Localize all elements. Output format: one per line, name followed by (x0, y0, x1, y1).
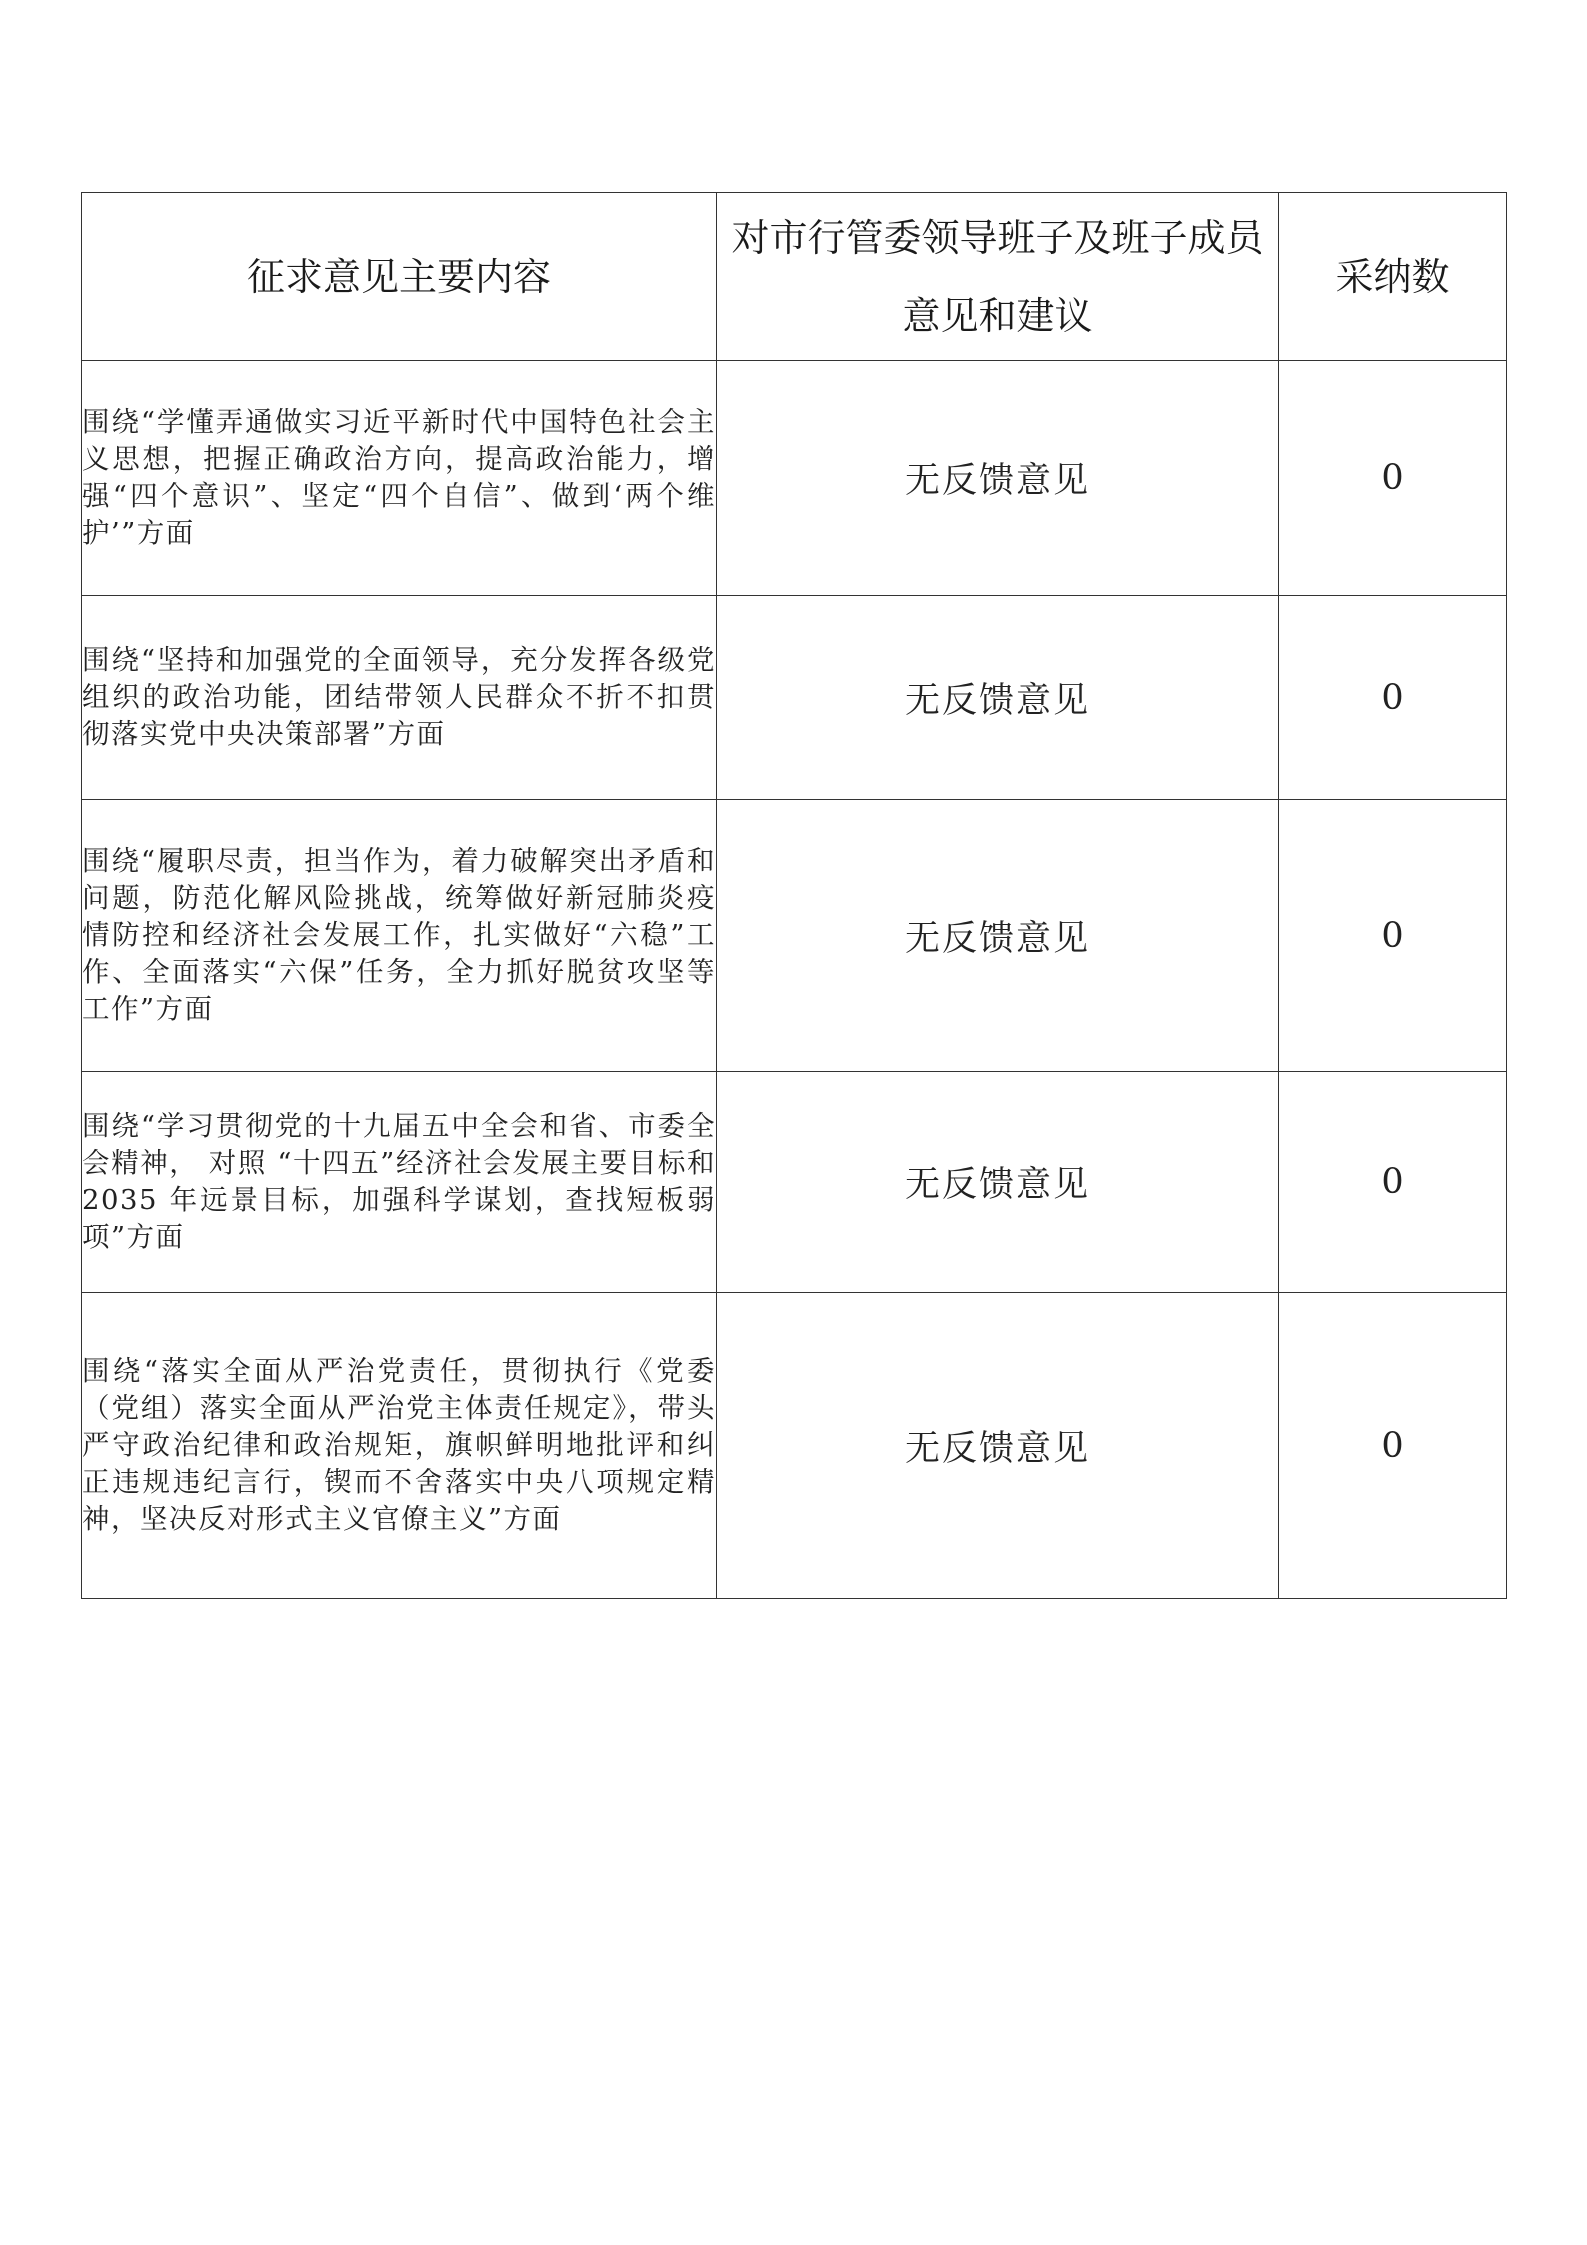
row-adopted: 0 (1279, 800, 1507, 1072)
table-row (82, 1293, 1507, 1599)
row-adopted: 0 (1279, 1072, 1507, 1293)
header-main-content: 征求意见主要内容 (82, 193, 717, 361)
row-content: 围绕“学习贯彻党的十九届五中全会和省、市委全会精神， 对照 “十四五”经济社会发展主要目标和2035 年远景目标，加强科学谋划，查找短板弱项”方面 (82, 1072, 717, 1293)
row-feedback: 无反馈意见 (717, 361, 1279, 596)
row-adopted: 0 (1279, 1293, 1507, 1599)
row-adopted: 0 (1279, 361, 1507, 596)
row-content: 围绕“履职尽责，担当作为，着力破解突出矛盾和问题，防范化解风险挑战，统筹做好新冠肺炎疫情防控和经济社会发展工作，扎实做好“六稳”工作、全面落实“六保”任务，全力抓好脱贫攻坚等工作”方面 (82, 800, 717, 1072)
row-feedback: 无反馈意见 (717, 596, 1279, 800)
table-row (82, 361, 1507, 596)
table-row (82, 596, 1507, 800)
header-adopted-count: 采纳数 (1279, 193, 1507, 361)
table-header-row (82, 193, 1507, 361)
row-content: 围绕“落实全面从严治党责任，贯彻执行《党委（党组）落实全面从严治党主体责任规定》，带头严守政治纪律和政治规矩，旗帜鲜明地批评和纠正违规违纪言行，锲而不舍落实中央八项规定精神，坚决反对形式主义官僚主义”方面 (82, 1293, 717, 1599)
table-row (82, 800, 1507, 1072)
header-opinions-suggestions: 对市行管委领导班子及班子成员意见和建议 (717, 193, 1279, 361)
row-content: 围绕“学懂弄通做实习近平新时代中国特色社会主义思想，把握正确政治方向，提高政治能力，增强“四个意识”、坚定“四个自信”、做到‘两个维护’”方面 (82, 361, 717, 596)
row-feedback: 无反馈意见 (717, 800, 1279, 1072)
row-feedback: 无反馈意见 (717, 1293, 1279, 1599)
row-adopted: 0 (1279, 596, 1507, 800)
table-row (82, 1072, 1507, 1293)
row-content: 围绕“坚持和加强党的全面领导，充分发挥各级党组织的政治功能，团结带领人民群众不折不扣贯彻落实党中央决策部署”方面 (82, 596, 717, 800)
feedback-table (81, 192, 1507, 1599)
row-feedback: 无反馈意见 (717, 1072, 1279, 1293)
